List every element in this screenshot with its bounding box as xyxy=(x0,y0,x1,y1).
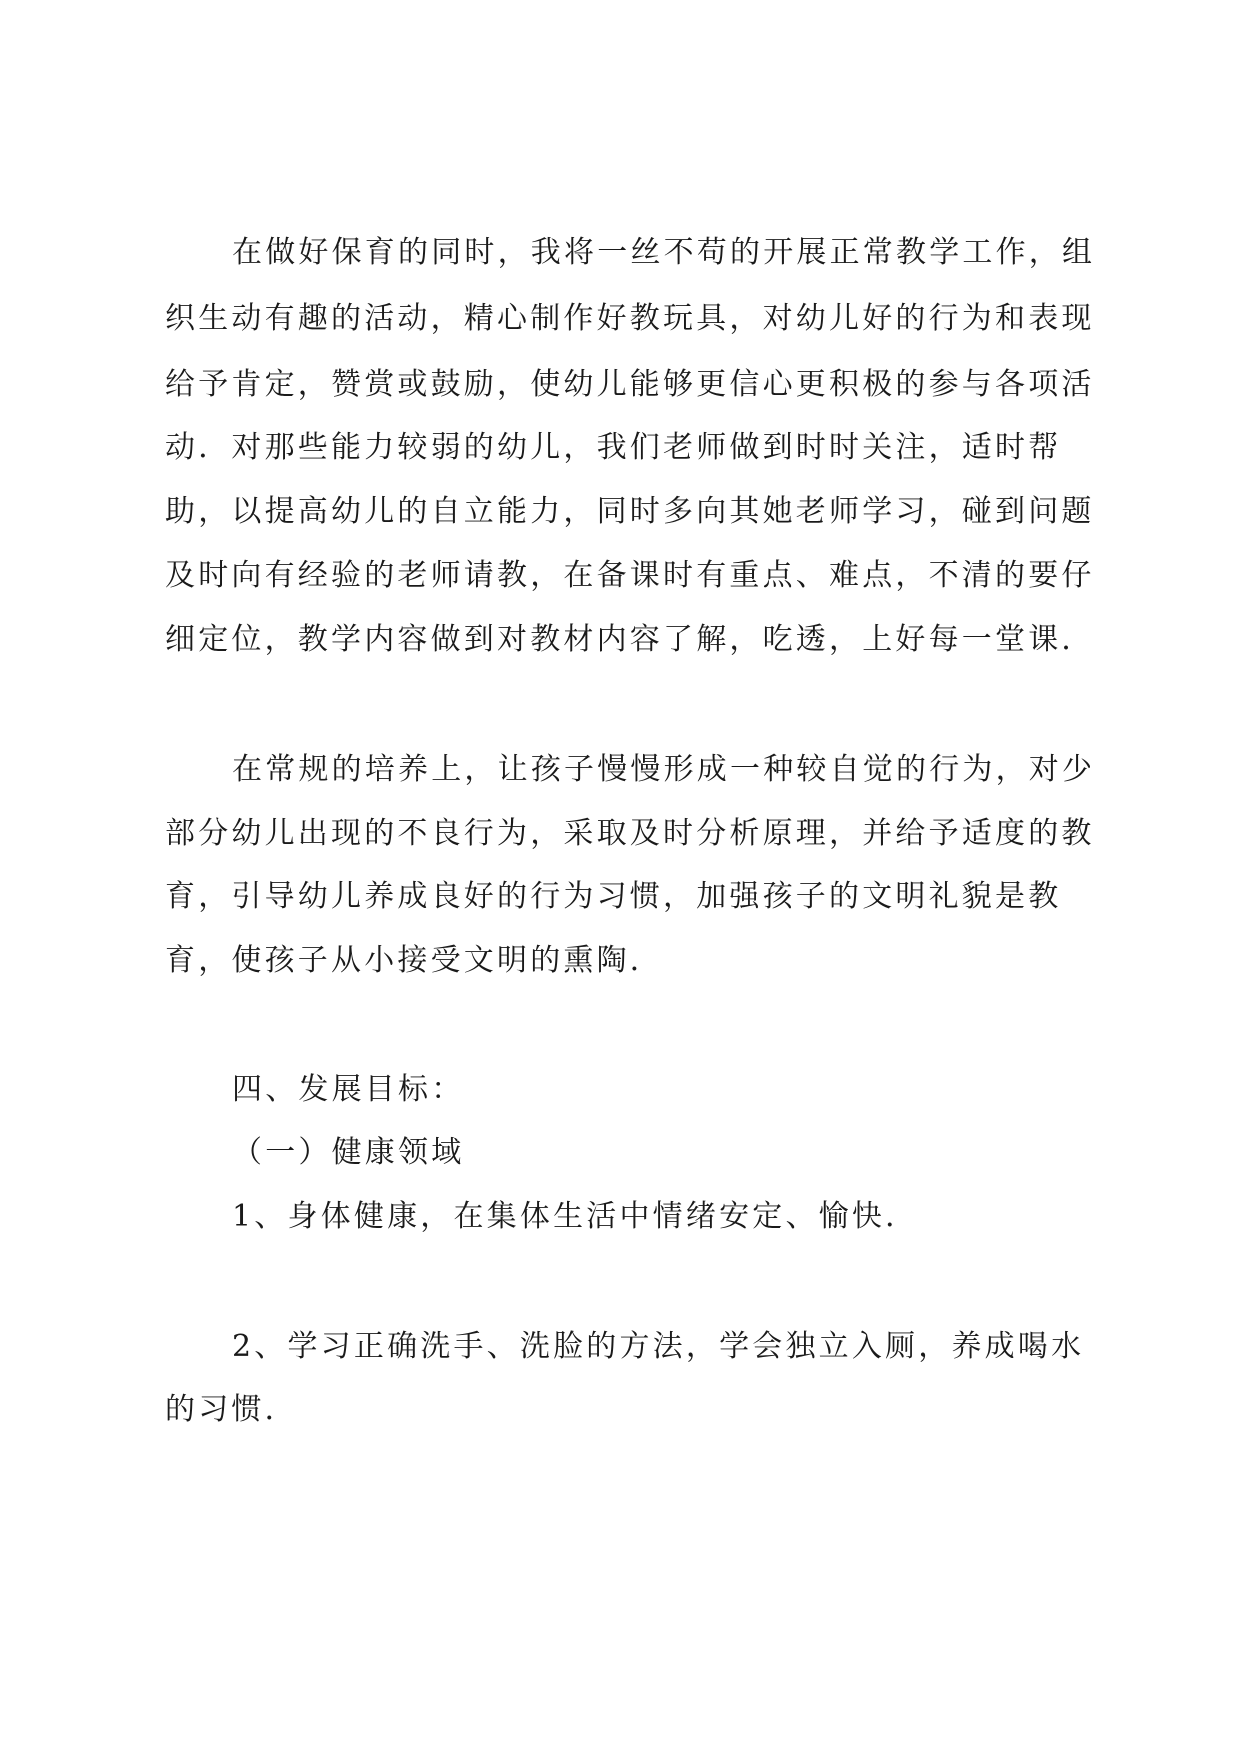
paragraph-line: 在做好保育的同时，我将一丝不苟的开展正常教学工作，组 xyxy=(232,235,1096,270)
list-item-1: 1、身体健康，在集体生活中情绪安定、愉快． xyxy=(232,1199,919,1234)
paragraph-line: 在常规的培养上，让孩子慢慢形成一种较自觉的行为，对少 xyxy=(232,752,1096,787)
paragraph-line: 动．对那些能力较弱的幼儿，我们老师做到时时关注，适时帮 xyxy=(165,430,1062,465)
paragraph-line: 及时向有经验的老师请教，在备课时有重点、难点，不清的要仔 xyxy=(165,558,1095,593)
paragraph-line: 助，以提高幼儿的自立能力，同时多向其她老师学习，碰到问题 xyxy=(165,494,1095,529)
paragraph-line: 育，使孩子从小接受文明的熏陶． xyxy=(165,943,663,978)
list-item-line: 2、学习正确洗手、洗脸的方法，学会独立入厕，养成喝水 xyxy=(232,1329,1085,1364)
paragraph-line: 细定位，教学内容做到对教材内容了解，吃透，上好每一堂课． xyxy=(165,622,1095,657)
list-item-line: 的习惯． xyxy=(165,1392,298,1427)
paragraph-line: 织生动有趣的活动，精心制作好教玩具，对幼儿好的行为和表现 xyxy=(165,301,1095,336)
subsection-heading: （一）健康领域 xyxy=(232,1135,465,1170)
paragraph-line: 部分幼儿出现的不良行为，采取及时分析原理，并给予适度的教 xyxy=(165,816,1095,851)
paragraph-line: 给予肯定，赞赏或鼓励，使幼儿能够更信心更积极的参与各项活 xyxy=(165,367,1095,402)
section-heading: 四、发展目标： xyxy=(232,1072,465,1107)
paragraph-line: 育，引导幼儿养成良好的行为习惯，加强孩子的文明礼貌是教 xyxy=(165,879,1062,914)
